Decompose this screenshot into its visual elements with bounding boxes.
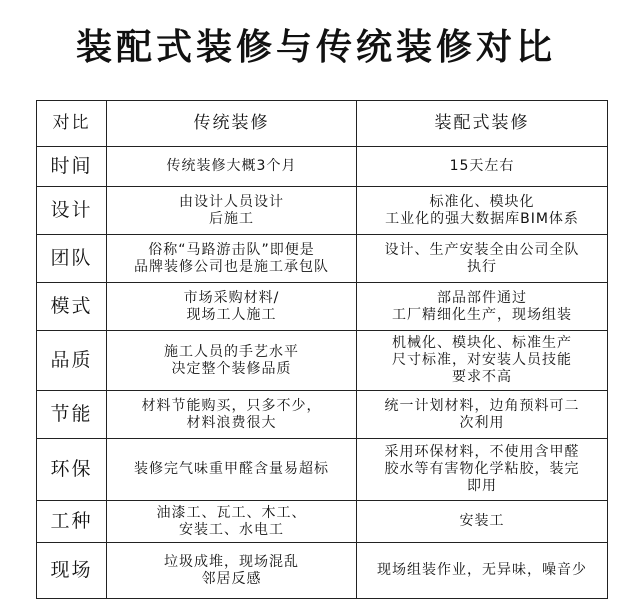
- traditional-cell: [107, 331, 357, 391]
- row-label-cell: 团队: [37, 235, 107, 283]
- traditional-text: 施工人员的手艺水平 决定整个装修品质: [164, 343, 299, 377]
- prefab-text: 部品部件通过 工厂精细化生产，现场组装: [392, 289, 572, 323]
- table-header-row: [37, 101, 608, 147]
- prefab-text: 标准化、模块化 工业化的强大数据库BIM体系: [385, 193, 579, 227]
- prefab-cell: [357, 391, 608, 439]
- row-label-cell: 工种: [37, 501, 107, 543]
- prefab-cell: [357, 187, 608, 235]
- table-row: [37, 439, 608, 501]
- table-row: [37, 235, 608, 283]
- row-label-cell: 模式: [37, 283, 107, 331]
- row-label-cell: 环保: [37, 439, 107, 501]
- prefab-cell: [357, 147, 608, 187]
- traditional-cell: [107, 147, 357, 187]
- table-row: [37, 147, 608, 187]
- header-label-cell: 对比: [37, 101, 107, 147]
- prefab-text: 15天左右: [449, 158, 515, 174]
- prefab-text: 统一计划材料，边角预料可二 次利用: [384, 397, 580, 431]
- traditional-text: 油漆工、瓦工、木工、 安装工、水电工: [156, 504, 307, 538]
- page-title: 装配式装修与传统装修对比: [75, 27, 556, 68]
- header-traditional-cell: 传统装修: [107, 101, 357, 147]
- table-row: [37, 501, 608, 543]
- traditional-text: 装修完气味重甲醛含量易超标: [134, 461, 329, 477]
- traditional-text: 材料节能购买，只多不少， 材料浪费很大: [141, 397, 322, 431]
- prefab-cell: [357, 543, 608, 599]
- prefab-text: 设计、生产安装全由公司全队 执行: [384, 241, 580, 275]
- table-row: [37, 331, 608, 391]
- prefab-text: 采用环保材料，不使用含甲醛 胶水等有害物化学粘胶，装完 即用: [384, 444, 580, 494]
- traditional-text: 俗称“马路游击队”即便是 品牌装修公司也是施工承包队: [134, 241, 329, 275]
- prefab-text: 现场组装作业，无异味，噪音少: [377, 562, 587, 578]
- prefab-cell: [357, 501, 608, 543]
- prefab-cell: [357, 439, 608, 501]
- table-row: [37, 543, 608, 599]
- row-label-cell: 节能: [37, 391, 107, 439]
- prefab-cell: [357, 283, 608, 331]
- table-row: [37, 187, 608, 235]
- traditional-cell: [107, 391, 357, 439]
- table-row: [37, 391, 608, 439]
- table-row: [37, 283, 608, 331]
- traditional-cell: [107, 283, 357, 331]
- traditional-cell: [107, 543, 357, 599]
- comparison-table: [36, 100, 608, 599]
- prefab-text: 安装工: [459, 513, 505, 529]
- row-label-cell: 时间: [37, 147, 107, 187]
- header-prefab-cell: 装配式装修: [357, 101, 608, 147]
- row-label-cell: 现场: [37, 543, 107, 599]
- traditional-cell: [107, 235, 357, 283]
- traditional-text: 市场采购材料/ 现场工人施工: [183, 289, 280, 323]
- prefab-cell: [357, 235, 608, 283]
- traditional-text: 由设计人员设计 后施工: [179, 193, 284, 227]
- traditional-cell: [107, 439, 357, 501]
- prefab-text: 机械化、模块化、标准生产 尺寸标准，对安装人员技能 要求不高: [392, 335, 572, 385]
- row-label-cell: 设计: [37, 187, 107, 235]
- row-label-cell: 品质: [37, 331, 107, 391]
- traditional-cell: [107, 501, 357, 543]
- prefab-cell: [357, 331, 608, 391]
- traditional-cell: [107, 187, 357, 235]
- traditional-text: 垃圾成堆，现场混乱 邻居反感: [164, 553, 299, 587]
- traditional-text: 传统装修大概3个月: [166, 158, 297, 174]
